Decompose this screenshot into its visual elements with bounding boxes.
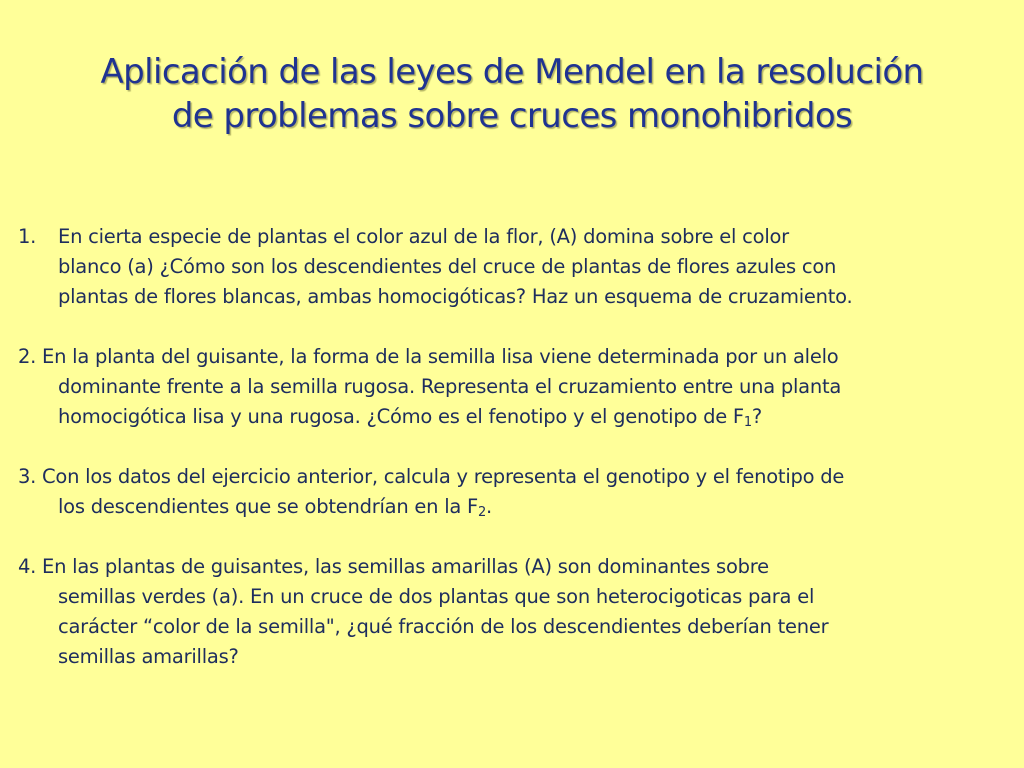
- title-line-2: de problemas sobre cruces monohibridos: [171, 96, 853, 136]
- problem-2-line-2: dominante frente a la semilla rugosa. Representa el cruzamiento entre una planta: [58, 375, 842, 398]
- problem-4: [18, 552, 1008, 672]
- problem-3-line-2-end: .: [486, 495, 492, 518]
- title-line-1: Aplicación de las leyes de Mendel en la resolución: [100, 52, 924, 92]
- problem-1-line-1: En cierta especie de plantas el color azul de la flor, (A) domina sobre el color: [58, 225, 789, 248]
- problem-2-line-3-end: ?: [751, 405, 763, 428]
- slide-title: [40, 50, 984, 138]
- problem-2-line-3: [58, 402, 1008, 432]
- f1-subscript: 1: [743, 415, 752, 430]
- problem-3-line-1: 3. Con los datos del ejercicio anterior, calcula y representa el genotipo y el fenotipo de: [18, 465, 845, 488]
- problem-4-line-4: semillas amarillas?: [58, 645, 239, 668]
- problem-3: [18, 462, 1008, 522]
- problem-3-line-2: [58, 492, 1008, 522]
- problem-2-line-3-text: homocigótica lisa y una rugosa. ¿Cómo es el fenotipo y el genotipo de F: [58, 405, 744, 428]
- problem-4-line-1: 4. En las plantas de guisantes, las semillas amarillas (A) son dominantes sobre: [18, 555, 769, 578]
- f2-subscript: 2: [477, 505, 487, 520]
- problem-1-number: 1.: [18, 225, 37, 248]
- problem-4-line-3: carácter “color de la semilla", ¿qué fracción de los descendientes deberían tener: [58, 615, 829, 638]
- problem-list: [18, 222, 1008, 702]
- problem-1-line-3: plantas de flores blancas, ambas homocigóticas? Haz un esquema de cruzamiento.: [58, 285, 853, 308]
- problem-4-line-2: semillas verdes (a). En un cruce de dos plantas que son heterocigoticas para el: [58, 585, 815, 608]
- problem-2-line-1: 2. En la planta del guisante, la forma de la semilla lisa viene determinada por un alelo: [18, 345, 839, 368]
- problem-1-line-2: blanco (a) ¿Cómo son los descendientes del cruce de plantas de flores azules con: [58, 255, 837, 278]
- problem-3-line-2-text: los descendientes que se obtendrían en la F: [58, 495, 478, 518]
- problem-2: [18, 342, 1008, 432]
- problem-1: [18, 222, 1008, 312]
